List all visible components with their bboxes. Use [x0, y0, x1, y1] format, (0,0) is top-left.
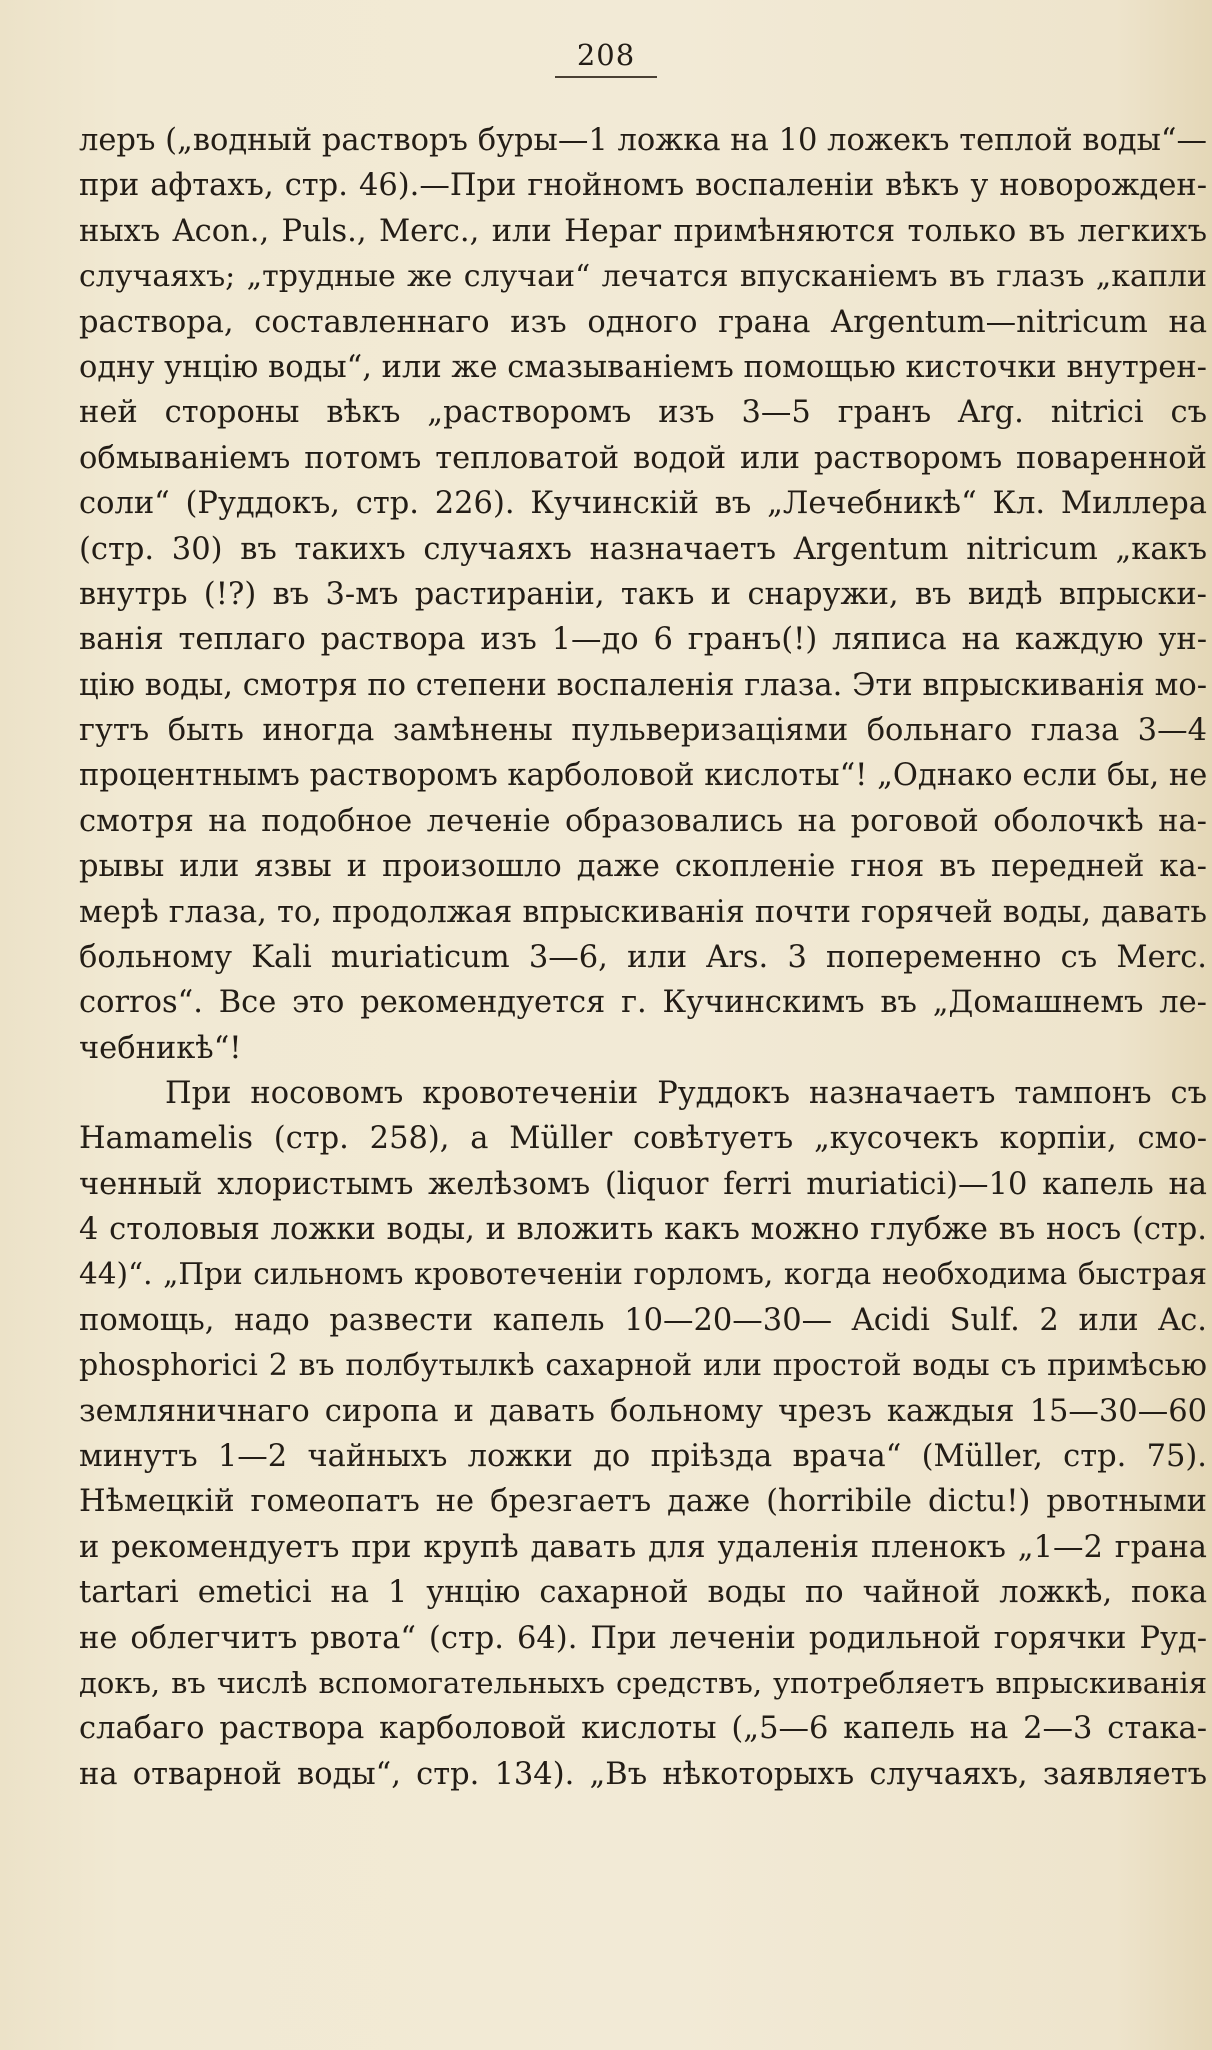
page-number: [0, 38, 1212, 78]
text-line: земляничнаго сиропа и давать больному чрезъ каждыя 15—30—60: [79, 1393, 1207, 1429]
page-number-text: 208: [555, 38, 657, 78]
text-line: слабаго раствора карболовой кислоты („5—6 капель на 2—3 стака-: [79, 1711, 1207, 1747]
text-line: мерѣ глаза, то, продолжая впрыскиванія почти горячей воды, давать: [79, 894, 1207, 930]
text-line: внутрь (!?) въ 3-мъ растираніи, такъ и снаружи, въ видѣ впрыски-: [79, 576, 1207, 612]
text-line: раствора, составленнаго изъ одного грана Argentum—nitricum на: [79, 304, 1207, 340]
text-line: минутъ 1—2 чайныхъ ложки до пріѣзда врача“ (Müller, стр. 75).: [79, 1438, 1207, 1474]
text-line: цію воды, смотря по степени воспаленія глаза. Эти впрыскиванія мо-: [79, 667, 1207, 703]
text-line: чебникѣ“!: [79, 1030, 242, 1066]
text-line: ченный хлористымъ желѣзомъ (liquor ferri muriatici)—10 капель на: [79, 1166, 1207, 1202]
text-line: на отварной воды“, стр. 134). „Въ нѣкоторыхъ случаяхъ, заявляетъ: [79, 1756, 1207, 1792]
text-line: phosphorici 2 въ полбутылкѣ сахарной или простой воды съ примѣсью: [79, 1348, 1207, 1384]
text-line: При носовомъ кровотеченіи Руддокъ назначаетъ тампонъ съ: [165, 1075, 1207, 1111]
text-line: не облегчитъ рвота“ (стр. 64). При леченіи родильной горячки Руд-: [79, 1620, 1207, 1656]
text-line: tartari emetici на 1 унцію сахарной воды по чайной ложкѣ, пока: [79, 1575, 1207, 1611]
text-line: помощь, надо развести капель 10—20—30— Acidi Sulf. 2 или Ac.: [79, 1302, 1207, 1338]
text-line: процентнымъ растворомъ карболовой кислоты“! „Однако если бы, не: [79, 758, 1207, 794]
text-line: 44)“. „При сильномъ кровотеченіи горломъ, когда необходима быстрая: [79, 1257, 1207, 1292]
text-line: смотря на подобное леченіе образовались на роговой оболочкѣ на-: [79, 803, 1207, 839]
page-body-text: [79, 118, 1207, 1797]
text-line: одну унцію воды“, или же смазываніемъ помощью кисточки внутрен-: [79, 349, 1207, 385]
text-line: 4 столовыя ложки воды, и вложить какъ можно глубже въ носъ (стр.: [79, 1211, 1207, 1247]
text-line: соли“ (Руддокъ, стр. 226). Кучинскій въ „Лечебникѣ“ Кл. Миллера: [79, 486, 1207, 522]
text-line: corros“. Все это рекомендуется г. Кучинскимъ въ „Домашнемъ ле-: [79, 985, 1207, 1021]
text-line: (стр. 30) въ такихъ случаяхъ назначаетъ Argentum nitricum „какъ: [79, 531, 1207, 567]
text-line: рывы или язвы и произошло даже скопленіе гноя въ передней ка-: [79, 849, 1207, 885]
text-line: Hamamelis (стр. 258), а Müller совѣтуетъ „кусочекъ корпіи, смо-: [79, 1121, 1207, 1157]
text-line: и рекомендуетъ при крупѣ давать для удаленія пленокъ „1—2 грана: [79, 1529, 1207, 1565]
text-line: Нѣмецкій гомеопатъ не брезгаетъ даже (horribile dictu!) рвотными: [79, 1484, 1207, 1520]
text-line: больному Kali muriaticum 3—6, или Ars. 3 попеременно съ Merc.: [79, 940, 1207, 976]
text-line: случаяхъ; „трудные же случаи“ лечатся впусканіемъ въ глазъ „капли: [79, 259, 1207, 295]
text-line: докъ, въ числѣ вспомогательныхъ средствъ, употребляетъ впрыскиванія: [79, 1665, 1207, 1700]
text-line: ванія теплаго раствора изъ 1—до 6 гранъ(!) ляписа на каждую ун-: [79, 622, 1207, 658]
text-line: при афтахъ, стр. 46).—При гнойномъ воспаленіи вѣкъ у новорожден-: [79, 168, 1207, 204]
text-line: ныхъ Acon., Puls., Merc., или Hepar примѣняются только въ легкихъ: [79, 213, 1207, 249]
text-line: гутъ быть иногда замѣнены пульверизаціями больнаго глаза 3—4: [79, 713, 1207, 749]
text-line: леръ („водный растворъ буры—1 ложка на 10 ложекъ теплой воды“—: [79, 123, 1207, 158]
text-line: ней стороны вѣкъ „растворомъ изъ 3—5 гранъ Arg. nitrici съ: [79, 395, 1207, 431]
text-line: обмываніемъ потомъ тепловатой водой или растворомъ поваренной: [79, 440, 1207, 476]
